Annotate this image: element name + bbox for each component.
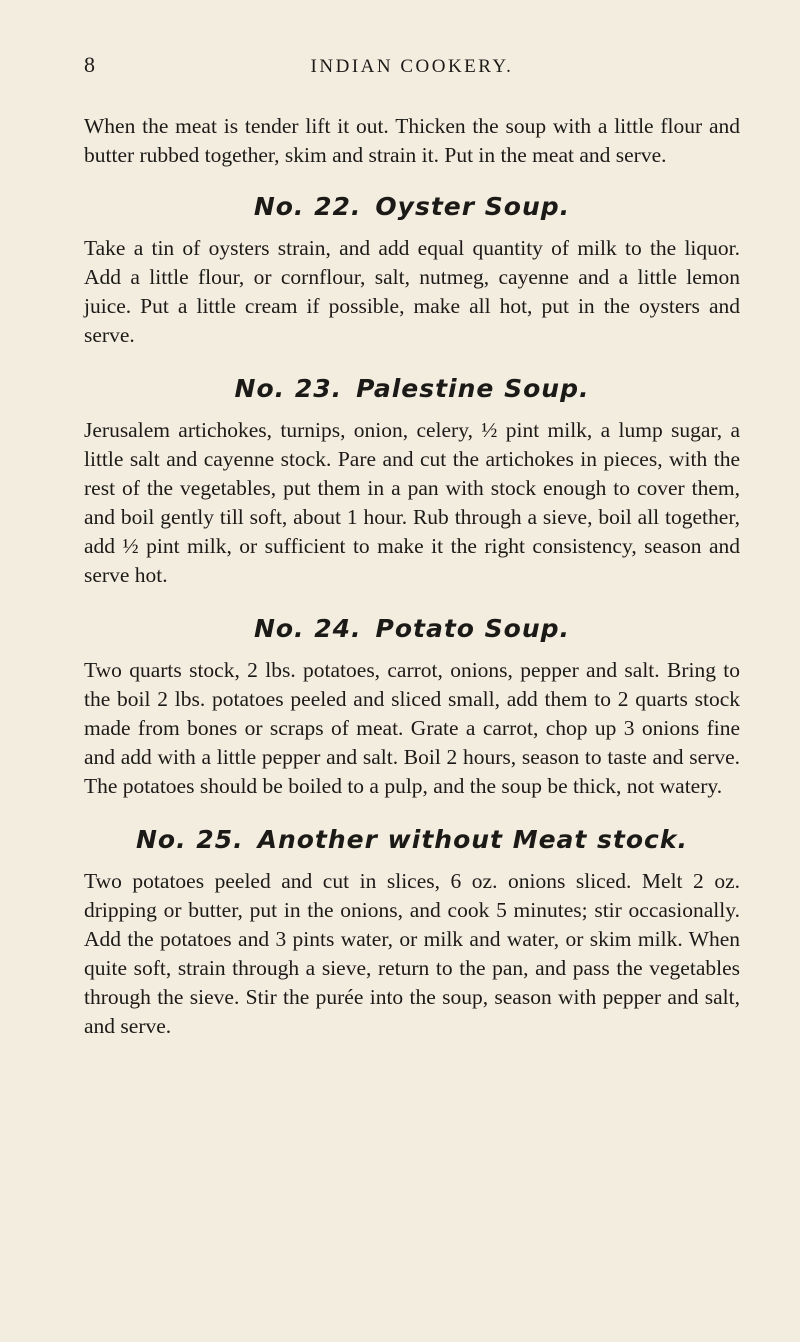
page-number: 8 (84, 52, 96, 77)
recipe-heading (84, 612, 740, 646)
recipe-body: Two potatoes peeled and cut in slices, 6 oz. onions sliced. Melt 2 oz. dripping or butter, put in the onions, and cook 5 minutes; stir occasionally. Add the potatoes and 3 pints water, or milk and water, or skim milk. When quite soft, strain through a sieve, return to the pan, and pass the vegetables through the sieve. Stir the purée into the soup, season with pepper and salt, and serve. (84, 869, 740, 1038)
recipe-number: No. 25. (136, 825, 244, 854)
recipe-body: Take a tin of oysters strain, and add equal quantity of milk to the liquor. Add a little flour, or cornflour, salt, nutmeg, cayenne and a little lemon juice. Put a little cream if possible, make all hot, put in the oysters and serve. (84, 236, 740, 347)
page-header (84, 52, 740, 92)
recipe-title: Another without Meat stock. (257, 825, 688, 854)
book-page (0, 52, 800, 1342)
recipe-body: Two quarts stock, 2 lbs. potatoes, carrot, onions, pepper and salt. Bring to the boil 2 lbs. potatoes peeled and sliced small, add them to 2 quarts stock made from bones or scraps of meat. Grate a carrot, chop up 3 onions fine and add with a little pepper and salt. Boil 2 hours, season to taste and serve. The potatoes should be boiled to a pulp, and the soup be thick, not watery. (84, 658, 740, 798)
recipe-22 (84, 190, 740, 350)
recipe-title: Oyster Soup. (375, 192, 571, 221)
intro-paragraph: When the meat is tender lift it out. Thicken the soup with a little flour and butter rubbed together, skim and strain it. Put in the meat and serve. (84, 114, 740, 167)
recipe-number: No. 23. (234, 374, 343, 403)
recipe-number: No. 22. (253, 192, 362, 221)
running-title: INDIAN COOKERY. (310, 56, 514, 77)
recipe-23 (84, 372, 740, 590)
recipe-heading (84, 823, 740, 857)
recipe-body: Jerusalem artichokes, turnips, onion, celery, ½ pint milk, a lump sugar, a little salt and cayenne stock. Pare and cut the artichokes in pieces, with the rest of the vegetables, put them in a pan with stock enough to cover them, and boil gently till soft, about 1 hour. Rub through a sieve, boil all together, add ½ pint milk, or sufficient to make it the right consistency, season and serve hot. (84, 418, 740, 587)
recipe-heading (84, 372, 740, 406)
recipe-number: No. 24. (253, 614, 362, 643)
recipe-24 (84, 612, 740, 801)
recipe-25 (84, 823, 740, 1041)
recipe-title: Palestine Soup. (356, 374, 590, 403)
recipe-heading (84, 190, 740, 224)
recipe-title: Potato Soup. (375, 614, 571, 643)
